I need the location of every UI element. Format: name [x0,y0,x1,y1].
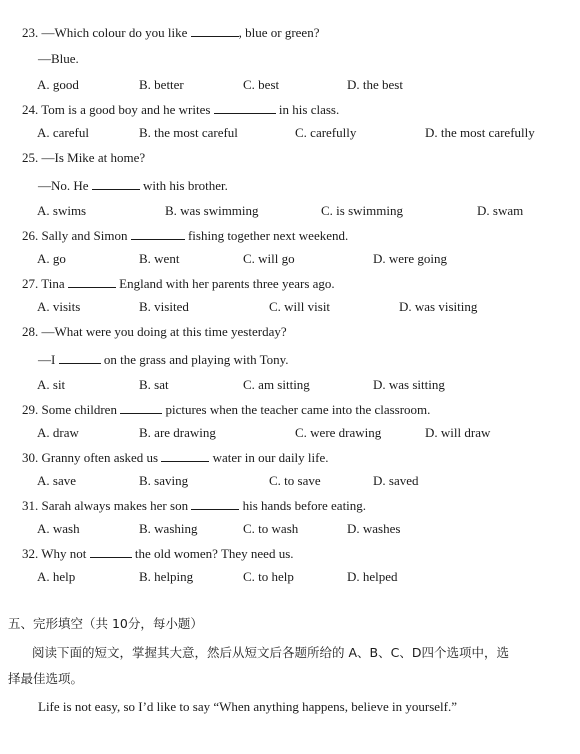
reply-text: with his brother. [143,178,228,193]
question-24-stem [22,101,339,118]
question-text: water in our daily life. [212,450,329,465]
answer-blank [131,227,185,240]
question-number: 23. [22,25,39,40]
option-a: A. visits [37,299,81,314]
option-d: D. the most carefully [425,125,535,140]
question-text: Sally and Simon [41,228,128,243]
question-text: Granny often asked us [41,450,159,465]
option-b: B. was swimming [165,203,259,218]
option-c: C. to help [243,569,294,584]
question-number: 26. [22,228,39,243]
question-text: Tom is a good boy and he writes [41,102,211,117]
question-number: 31. [22,498,39,513]
option-b: B. washing [139,521,198,536]
question-text: in his class. [278,102,340,117]
question-number: 32. [22,546,39,561]
option-c: C. to wash [243,521,299,536]
option-b: B. helping [139,569,194,584]
option-b: B. are drawing [139,425,216,440]
option-d: D. washes [347,521,401,536]
option-a: A. sit [37,377,66,392]
answer-blank [214,101,276,114]
option-d: D. was sitting [373,377,445,392]
option-a: A. save [37,473,76,488]
option-b: B. visited [139,299,189,314]
question-text: pictures when the teacher came into the classroom. [165,402,431,417]
section-instruction-cont: 择最佳选项。 [8,671,84,686]
question-26-stem [22,227,348,244]
question-text: Tina [41,276,65,291]
question-number: 24. [22,102,39,117]
option-d: D. the best [347,77,403,92]
option-c: C. am sitting [243,377,310,392]
answer-blank [68,275,116,288]
question-27-stem [22,275,335,292]
question-text: England with her parents three years ago. [119,276,335,291]
question-23-stem [22,24,319,41]
section-instruction: 阅读下面的短文，掌握其大意，然后从短文后各题所给的 A、B、C、D四个选项中，选 [32,645,509,660]
option-c: C. will visit [269,299,331,314]
answer-blank [92,177,140,190]
question-29-stem [22,401,430,418]
option-d: D. was visiting [399,299,478,314]
question-text: his hands before eating. [242,498,367,513]
reply-text: —No. He [38,178,89,193]
option-b: B. went [139,251,180,266]
passage-first-line: Life is not easy, so I’d like to say “When anything happens, believe in yourself.” [38,699,458,714]
option-b: B. saving [139,473,189,488]
question-32-stem [22,545,294,562]
question-text: —Which colour do you like [41,25,188,40]
option-a: A. help [37,569,76,584]
question-number: 25. [22,150,39,165]
option-a: A. wash [37,521,80,536]
question-text: Some children [41,402,117,417]
question-25-reply [38,177,228,194]
question-text: the old women? They need us. [134,546,294,561]
question-number: 29. [22,402,39,417]
question-text: —What were you doing at this time yesterday? [41,324,287,339]
question-28-reply [38,351,289,368]
reply-text: —I [38,352,56,367]
question-31-stem [22,497,366,514]
option-a: A. draw [37,425,79,440]
question-text: Sarah always makes her son [41,498,189,513]
option-d: D. were going [373,251,448,266]
answer-blank [120,401,162,414]
option-a: A. go [37,251,66,266]
question-number: 28. [22,324,39,339]
option-a: A. careful [37,125,89,140]
option-b: B. sat [139,377,169,392]
option-a: A. swims [37,203,87,218]
option-c: C. is swimming [321,203,403,218]
question-23-reply: —Blue. [38,51,79,66]
option-b: B. the most careful [139,125,238,140]
option-c: C. to save [269,473,321,488]
answer-blank [161,449,209,462]
question-number: 27. [22,276,39,291]
option-c: C. will go [243,251,295,266]
question-text: , blue or green? [238,25,320,40]
option-a: A. good [37,77,79,92]
option-b: B. better [139,77,184,92]
answer-blank [191,24,239,37]
option-c: C. were drawing [295,425,382,440]
option-d: D. saved [373,473,419,488]
question-number: 30. [22,450,39,465]
question-28-stem [22,324,287,340]
option-d: D. will draw [425,425,491,440]
answer-blank [191,497,239,510]
question-text: fishing together next weekend. [187,228,349,243]
reply-text: on the grass and playing with Tony. [103,352,289,367]
option-d: D. swam [477,203,524,218]
option-c: C. best [243,77,280,92]
answer-blank [90,545,132,558]
option-d: D. helped [347,569,398,584]
option-c: C. carefully [295,125,357,140]
question-text: Why not [41,546,87,561]
answer-blank [59,351,101,364]
question-30-stem [22,449,329,466]
section-heading: 五、完形填空（共 10分，每小题） [8,616,203,631]
question-25-stem [22,150,145,166]
question-text: —Is Mike at home? [41,150,146,165]
